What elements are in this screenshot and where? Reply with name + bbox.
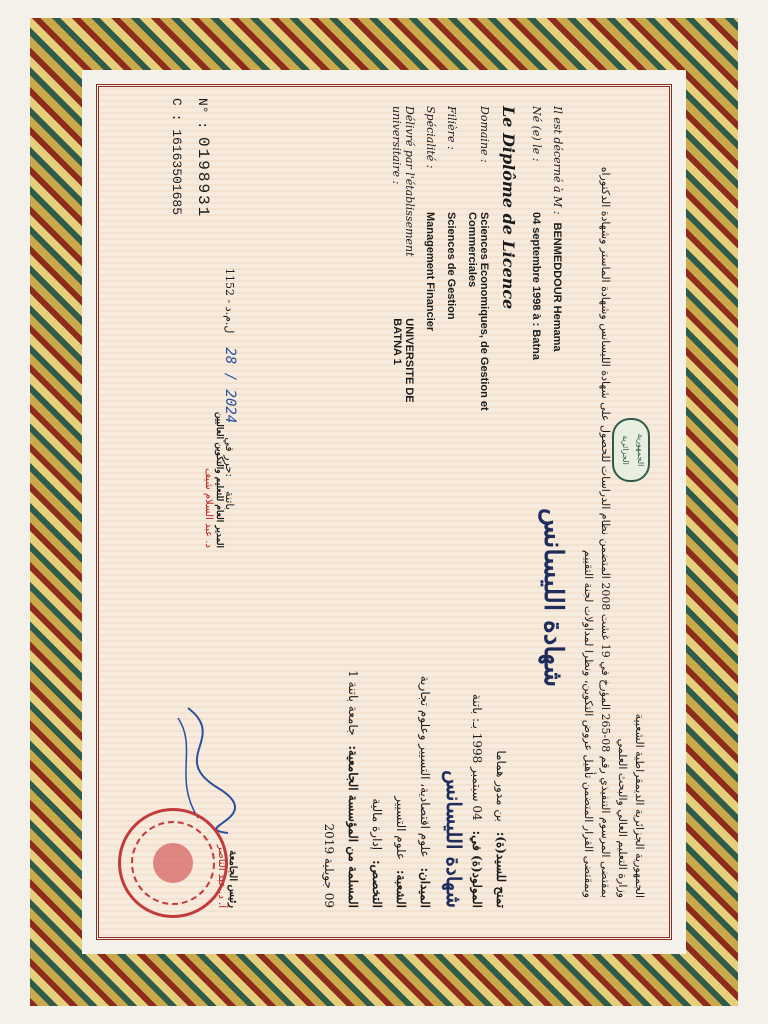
ar-row [470, 528, 484, 908]
code-row [169, 98, 184, 218]
registry-date [222, 268, 238, 510]
official-stamp [118, 808, 228, 918]
fr-row-filiere [445, 106, 458, 436]
code-label: C : [169, 98, 184, 122]
fr-row-decerne [551, 106, 564, 436]
header-line: بمقتضى المرسوم التنفيذي رقم 08-265 المؤرخ في 19 غشت 2008 المتضمن نظام الدراسات للحصول على شهادة الليسانس وشهادة الماستر وشهادة الدكتوراه [598, 166, 612, 898]
signature-right-name: أ. د. عبد الناصر [216, 844, 227, 908]
delivre-value: UNIVERSITE DE BATNA 1 [391, 318, 415, 403]
ar-date-row [322, 528, 336, 908]
decerne-value: BENMEDDOUR Hemama [551, 222, 563, 352]
arabic-fields [322, 528, 518, 908]
ar-row [494, 528, 508, 908]
domaine-label: Domaine : [478, 106, 491, 163]
serial-no-label: N° : [195, 98, 210, 130]
header-line: الجمهورية الجزائرية الديمقراطية الشعبية [633, 713, 646, 898]
header-line: وبمقتضى القرار المتضمن تأهيل عروض التكوين، ونظرا لمداولات لجنة التقييم [581, 549, 595, 898]
arabic-header [580, 128, 648, 898]
ne-label: Né (e) le : [530, 106, 543, 162]
ar-value: إدارة مالية [370, 798, 384, 851]
ar-value: علوم التسيير [394, 796, 408, 861]
ar-label: تمنح للسيد(ة): [494, 831, 508, 908]
emblem-badge: الجمهورية الجزائرية [612, 418, 650, 482]
specialite-label: Spécialité : [424, 106, 437, 169]
ar-date: 09 جويلية 2019 [322, 823, 336, 908]
signature-left-title: المدير العام للتعليم والتكوين العاليين [214, 411, 224, 548]
serial-row [194, 98, 212, 218]
specialite-value: Management Financier [424, 212, 436, 332]
serial-block [169, 98, 222, 218]
place-label: حرر في: [223, 437, 236, 478]
ar-value: علوم اقتصادية، التسيير وعلوم تجارية [418, 675, 432, 858]
ar-row [370, 528, 384, 908]
registry-ref: ل.م.د - 1152 [223, 268, 236, 334]
fr-row-domaine [466, 106, 491, 436]
handwritten-date: 28 / 2024 [222, 347, 238, 424]
header-line: وزارة التعليم العالي والبحث العلمي [615, 738, 629, 898]
fr-row-ne [530, 106, 543, 436]
signature-right-title: رئيس الجامعة [227, 850, 238, 908]
code-value: 16163501685 [169, 129, 184, 216]
ar-label: التخصص: [370, 860, 384, 908]
certificate-content [100, 88, 668, 936]
ne-value: 04 septembre 1998 à : Batna [530, 212, 542, 360]
ar-label: الشعبة: [394, 870, 408, 908]
ar-row [346, 528, 360, 908]
ar-row [394, 528, 408, 908]
fr-row-specialite [424, 106, 437, 436]
diploma-title-ar: شهادة الليسانس [538, 508, 568, 688]
ar-row [418, 528, 432, 908]
ar-value: بن مدور هماما [494, 750, 508, 822]
ar-label: المولود(ة) في: [470, 830, 484, 908]
fr-row-delivre [390, 106, 416, 436]
signature-left [203, 368, 224, 548]
ar-value: جامعة باتنة 1 [346, 670, 360, 736]
filiere-value: Sciences de Gestion [445, 212, 457, 320]
signature-left-name: د. عبد السلام شيف [203, 467, 214, 548]
delivre-label: Délivré par l'établissement universitaire : [390, 106, 416, 257]
ar-label: الميدان: [418, 867, 432, 908]
place-value: باتنة [223, 491, 236, 510]
diploma-title-ar-small: شهادة الليسانس [442, 770, 466, 908]
filiere-label: Filière : [445, 106, 458, 150]
french-block [390, 106, 572, 436]
serial-no-value: 0198931 [194, 137, 212, 219]
decerne-label: Il est décerné à M : [551, 106, 564, 215]
stamp-core [153, 843, 193, 883]
ar-label: المسلمة من المؤسسة الجامعية: [346, 745, 360, 908]
diploma-title-fr: Le Diplôme de Licence [499, 106, 518, 310]
ar-value: 04 سبتمبر 1998 بـ: باتنة [470, 693, 484, 821]
domaine-value: Sciences Economiques, de Gestion et Commerciales [466, 212, 490, 411]
